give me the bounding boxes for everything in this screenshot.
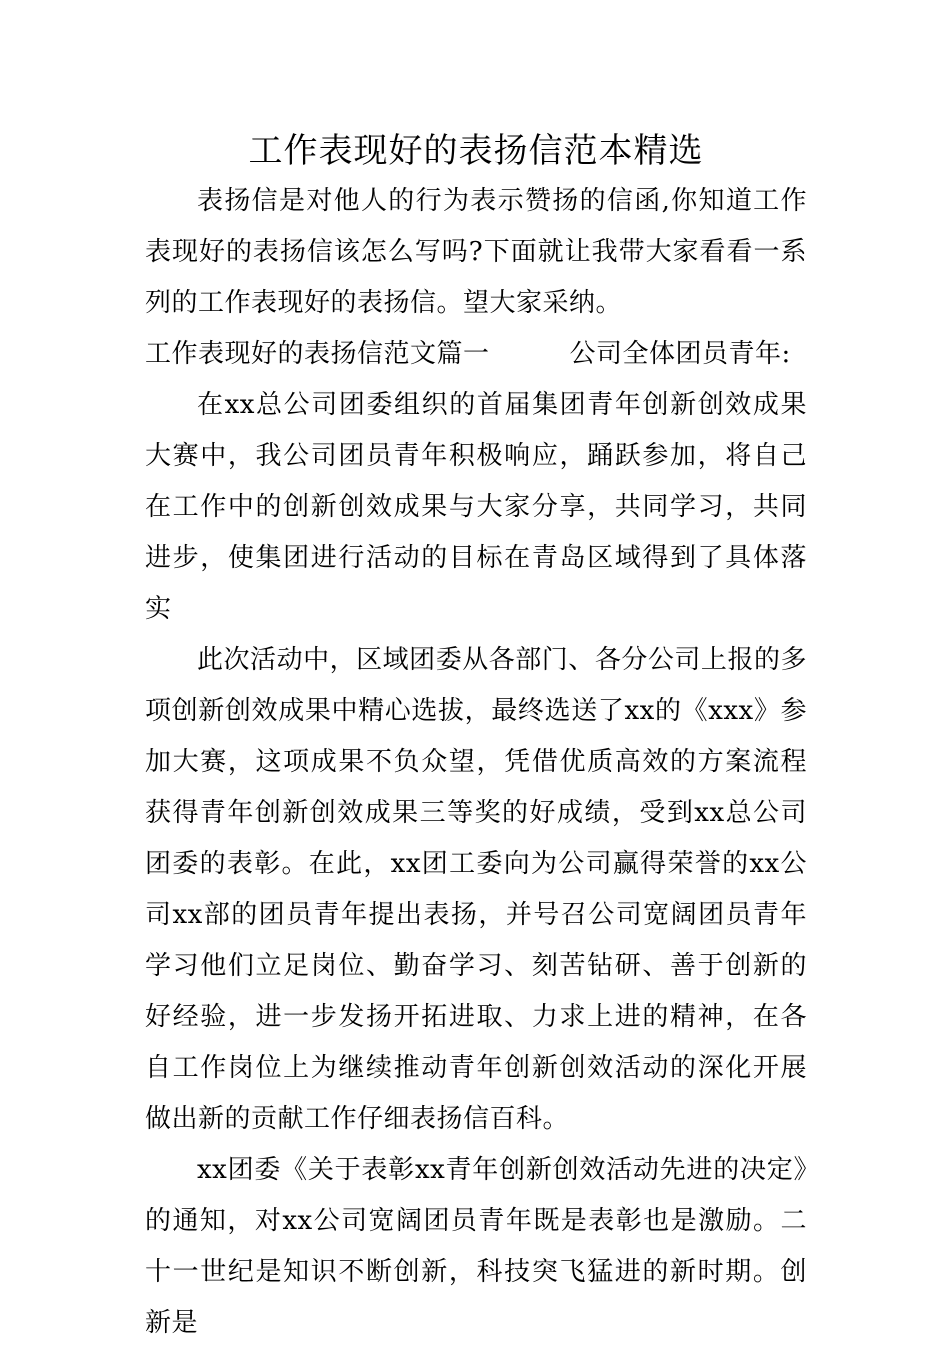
section-heading-line: [145, 329, 807, 380]
body-paragraph-1: 在xx总公司团委组织的首届集团青年创新创效成果大赛中，我公司团员青年积极响应，踊跃参加，将自己在工作中的创新创效成果与大家分享，共同学习，共同进步，使集团进行活动的目标在青岛区域得到了具体落实: [145, 390, 807, 624]
body-paragraph-2: 此次活动中，区域团委从各部门、各分公司上报的多项创新创效成果中精心选拔，最终选送了xx的《xxx》参加大赛，这项成果不负众望，凭借优质高效的方案流程获得青年创新创效成果三等奖的好成绩，受到xx总公司团委的表彰。在此，xx团工委向为公司赢得荣誉的xx公司xx部的团员青年提出表扬，并号召公司宽阔团员青年学习他们立足岗位、勤奋学习、刻苦钻研、善于创新的好经验，进一步发扬开拓进取、力求上进的精神，在各自工作岗位上为继续推动青年创新创效活动的深化开展做出新的贡献工作仔细表扬信百科。: [145, 645, 807, 1134]
document-page: [145, 128, 807, 1349]
body-paragraph-3: xx团委《关于表彰xx青年创新创效活动先进的决定》的通知，对xx公司宽阔团员青年既是表彰也是激励。二十一世纪是知识不断创新，科技突飞猛进的新时期。创新是: [145, 1155, 807, 1338]
document-title: 工作表现好的表扬信范本精选: [248, 131, 704, 171]
salutation: 公司全体团员青年:: [569, 339, 791, 369]
intro-paragraph: 表扬信是对他人的行为表示赞扬的信函,你知道工作表现好的表扬信该怎么写吗?下面就让我带大家看看一系列的工作表现好的表扬信。望大家采纳。: [145, 186, 807, 318]
section-heading: 工作表现好的表扬信范文篇一: [145, 339, 490, 369]
